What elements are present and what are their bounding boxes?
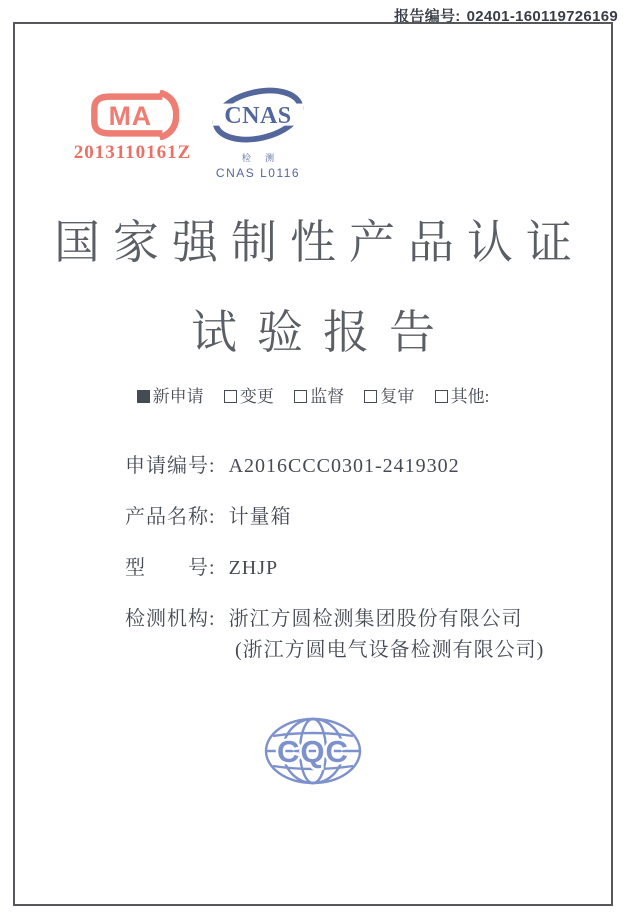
option-review xyxy=(364,382,414,407)
product-name-value: 计量箱 xyxy=(228,506,292,528)
option-label: 其他: xyxy=(450,387,490,406)
document-frame xyxy=(13,22,613,906)
checkbox-new-application xyxy=(137,390,150,403)
cnas-caption: 检 测 xyxy=(241,153,281,163)
cnas-logo-icon xyxy=(210,84,306,150)
testing-body-value: 浙江方圆检测集团股份有限公司 xyxy=(228,608,523,630)
testing-body-row xyxy=(125,607,544,662)
cnas-logo-block xyxy=(198,84,318,180)
certificate-title: 国家强制性产品认证 xyxy=(54,217,585,268)
option-other xyxy=(435,382,490,407)
cqc-logo-icon xyxy=(263,716,363,786)
product-name-row xyxy=(125,505,544,529)
model-value: ZHJP xyxy=(228,557,279,579)
cma-logo-block xyxy=(70,90,195,164)
info-fields xyxy=(125,454,544,689)
field-label: 型 号: xyxy=(125,557,216,579)
option-label: 复审 xyxy=(380,387,415,406)
cma-certificate-number: 2013110161Z xyxy=(73,142,192,163)
checkbox-change xyxy=(224,390,237,403)
option-new-application xyxy=(137,382,204,407)
svg-text:CQC: CQC xyxy=(277,734,349,769)
model-row xyxy=(125,556,544,580)
field-label: 产品名称: xyxy=(125,506,216,528)
report-number-value: 02401-160119726169 xyxy=(466,8,618,25)
option-change xyxy=(224,382,274,407)
checkbox-review xyxy=(364,390,377,403)
checkbox-other xyxy=(435,390,448,403)
option-label: 变更 xyxy=(239,387,274,406)
application-number-value: A2016CCC0301-2419302 xyxy=(228,455,460,477)
testing-body-value-line2: (浙江方圆电气设备检测有限公司) xyxy=(235,639,545,661)
checkbox-supervision xyxy=(294,390,307,403)
option-label: 监督 xyxy=(310,387,345,406)
application-number-row xyxy=(125,454,544,478)
svg-text:CNAS: CNAS xyxy=(224,102,292,129)
report-subtitle: 试验报告 xyxy=(191,307,455,358)
cqc-logo-block xyxy=(263,716,363,786)
field-label: 申请编号: xyxy=(125,455,216,477)
cma-logo-icon xyxy=(87,90,179,140)
report-number-label: 报告编号: xyxy=(394,8,461,25)
option-supervision xyxy=(294,382,344,407)
field-label: 检测机构: xyxy=(125,608,216,630)
application-type-row xyxy=(15,382,611,407)
option-label: 新申请 xyxy=(152,387,204,406)
svg-text:MA: MA xyxy=(108,101,152,132)
cnas-accreditation-number: CNAS L0116 xyxy=(215,166,301,180)
